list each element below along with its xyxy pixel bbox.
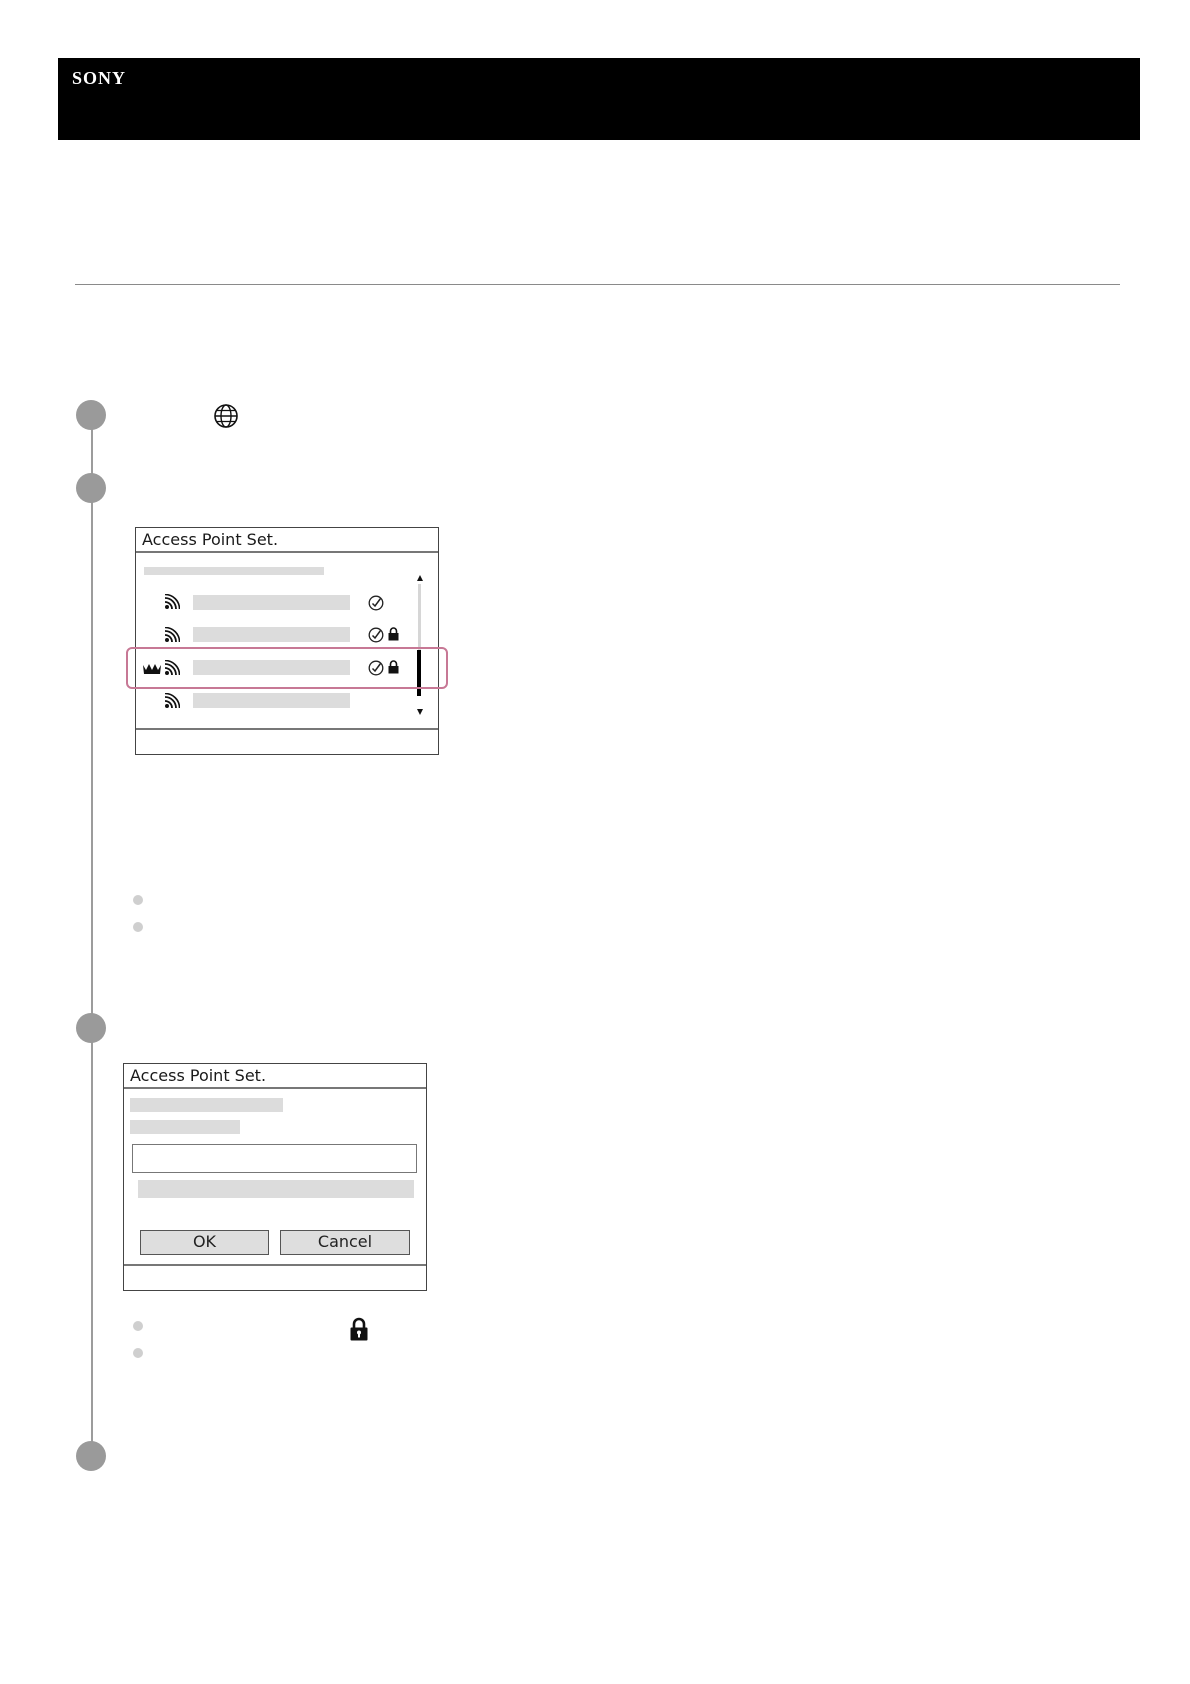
step-1-marker [76,400,106,430]
step-4-marker [76,1441,106,1471]
screen-title: Access Point Set. [130,1066,267,1085]
access-point-list-screen [135,527,439,755]
ssid-placeholder[interactable] [193,595,350,610]
selected-row-highlight [126,647,448,689]
lock-icon [388,627,399,641]
ssid-placeholder[interactable] [193,693,350,708]
note-bullet [133,1321,143,1331]
cancel-button[interactable]: Cancel [280,1230,410,1255]
wifi-icon [164,693,180,709]
footer-separator [124,1264,426,1266]
steps-timeline [91,414,93,1455]
title-divider [75,284,1120,285]
ssid-line-placeholder [130,1098,283,1112]
title-separator [124,1087,426,1089]
wifi-icon [164,627,180,643]
header-bar [58,58,1140,140]
scroll-up-arrow-icon[interactable] [416,574,424,582]
security-line-placeholder [130,1120,240,1134]
list-caption-placeholder [144,567,324,575]
show-password-placeholder [138,1180,414,1198]
step-2-marker [76,473,106,503]
step-3-marker [76,1013,106,1043]
note-bullet [133,895,143,905]
scroll-down-arrow-icon[interactable] [416,708,424,716]
ssid-placeholder[interactable] [193,627,350,642]
ok-button[interactable]: OK [140,1230,269,1255]
lock-icon [349,1317,369,1341]
footer-separator [136,728,438,730]
wifi-icon [164,594,180,610]
screen-title: Access Point Set. [142,530,279,549]
wps-check-icon [368,595,384,611]
wps-check-icon [368,627,384,643]
note-bullet [133,1348,143,1358]
password-input[interactable] [132,1144,417,1173]
title-separator [136,551,438,553]
brand-logo: SONY [72,68,127,88]
password-entry-screen [123,1063,427,1291]
network-globe-icon [213,403,239,429]
note-bullet [133,922,143,932]
